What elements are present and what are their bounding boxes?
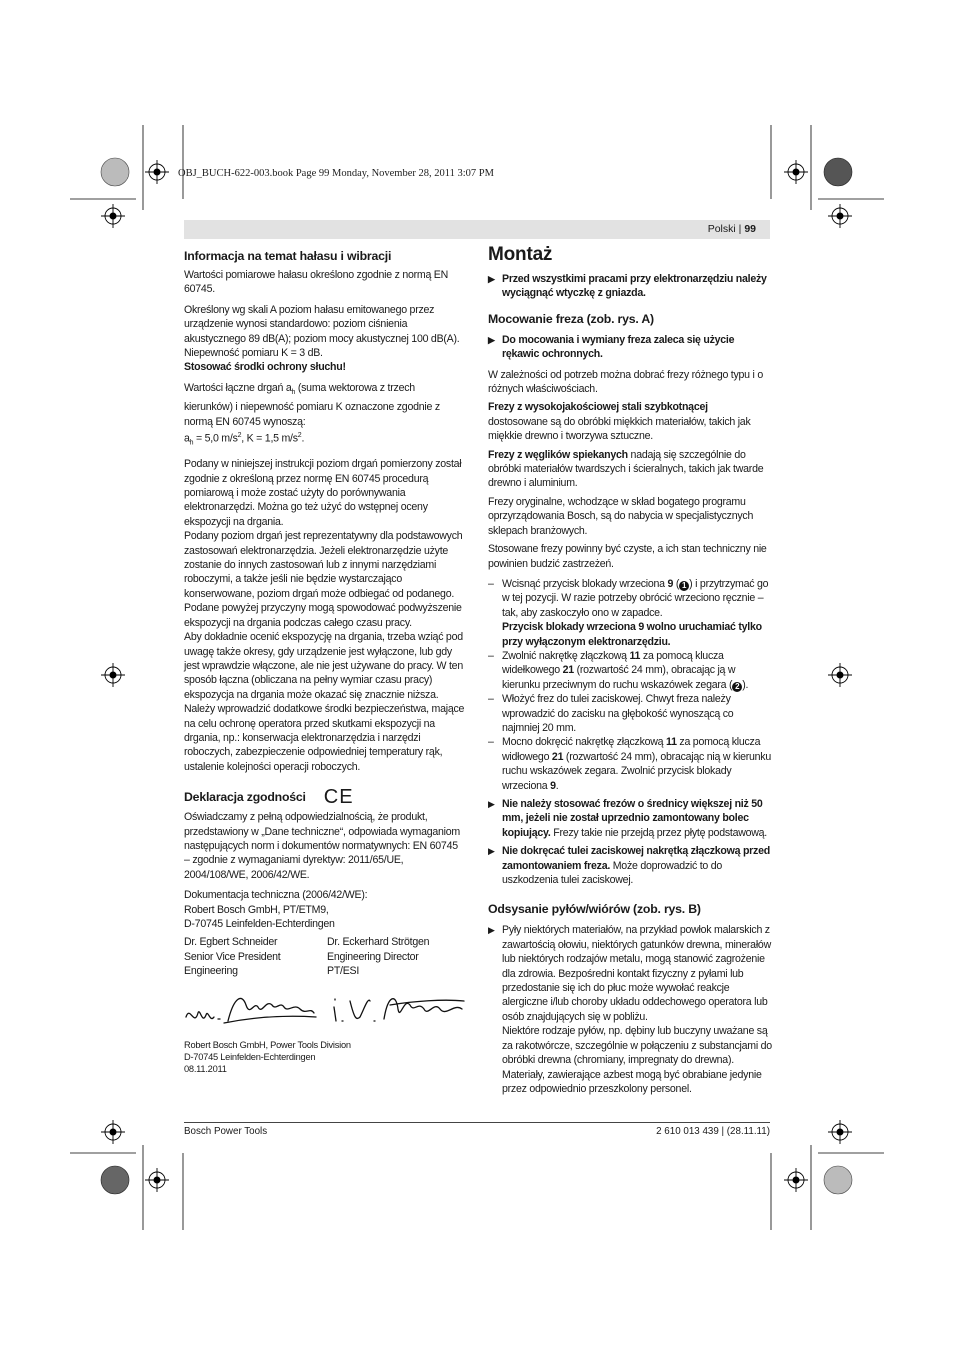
- vibration-paragraph-2: Podany w niniejszej instrukcji poziom drgań pomierzony został zgodnie z określoną przez normę EN 60745 procedurą pomiarową i może zostać użyty do porównywania elektronarzędzi. Można go też użyć do wstępnej oceny ekspozycji na drgania.: [184, 458, 462, 528]
- warning-bit-diameter: ▶ Nie należy stosować frezów o średnicy większej niż 50 mm, jeżeli nie został uprzednio zamontowany bolec kopiujący. Frezy takie nie przejdą przez płytę podstawową.: [488, 798, 767, 839]
- signatory-2-title-1: Engineering Director: [327, 950, 419, 963]
- declaration-title: Deklaracja zgodności: [184, 790, 306, 805]
- original-bits-paragraph: Frezy oryginalne, wchodzące w skład bogatego programu oprzyrządowania Bosch, są do nabycia w specjalistycznych sklepach branżowych.: [488, 495, 754, 537]
- signatory-1-name: Dr. Egbert Schneider: [184, 936, 278, 949]
- mounting-subtitle: Mocowanie freza (zob. rys. A): [488, 311, 654, 326]
- vibration-paragraph-1: Wartości łączne drgań $a_h$ (suma wektorowa z trzech kierunków) i niepewność pomiaru K oznaczone zgodnie z normą EN 60745 wynoszą:: [184, 381, 440, 428]
- circled-number-2-icon: 2: [732, 682, 742, 692]
- step-1: – Wcisnąć przycisk blokady wrzeciona 9 ( 1 ) i przytrzymać go w tej pozycji. W razie potrzeby obrócić wrzeciono ręcznie – tak, aby zaskoczyło ono w zapadce. Przycisk blokady wrzeciona 9 wolno uruchamiać tylko przy wyłączonym elektronarzędziu.: [488, 577, 772, 649]
- warning-unplug: ▶ Przed wszystkimi pracami przy elektronarzędziu należy wyciągnąć wtyczkę z gniazda.: [488, 273, 767, 300]
- page-header-bar: [184, 220, 770, 239]
- dust-warning: ▶ Pyły niektórych materiałów, na przykład powłok malarskich z zawartością ołowiu, niektórych gatunków drewna, minerałów lub niektórych rodzajów metalu, mogą stanowić zagrożenie dla zdrowia. Bezpośredni kontakt fizyczny z pyłami lub przedostanie się ich do płuc może wywołać reakcje alergiczne i/lub choroby układu oddechowego operatora lub osób znajdujących się w pobliżu. Niektóre rodzaje pyłów, np. dębiny lub buczyny uważane są za rakotwórcze, szczególnie w połączeniu z substancjami do obróbki drewna (chromiany, impregnaty do drewna). Materiały, zawierające azbest mogą być obrabiane jedynie przez odpowiednio przeszkolony personel.: [488, 924, 772, 1095]
- signatory-1-title-2: Engineering: [184, 965, 238, 978]
- signatory-2: [327, 935, 429, 978]
- vibration-paragraph-5: Należy wprowadzić dodatkowe środki bezpieczeństwa, mające na celu ochronę operatora przed skutkami ekspozycji na drgania, np.: konserwacja elektronarzędzia i narzędzi roboczych, zabezpieczenie odpowiedniej temperatury rąk, ustalenie kolejności operacji roboczych.: [184, 703, 465, 773]
- declaration-paragraph: Oświadczamy z pełną odpowiedzialnością, że produkt, przedstawiony w „Dane techniczne“, odpowiada wymaganiom następujących norm i dokumentów normatywnych: EN 60745 – zgodnie z wymaganiami dyrektyw: 2011/65/UE, 2004/108/WE, 2006/42/WE.: [184, 811, 460, 881]
- hss-bits-heading: Frezy z wysokojakościowej stali szybkotnącej: [488, 401, 708, 414]
- handwritten-signatures: [184, 987, 466, 1039]
- warning-collet: ▶ Nie dokręcać tulei zaciskowej nakrętką złączkową przed zamontowaniem freza. Może doprowadzić to do uszkodzenia tulei zaciskowej.: [488, 845, 770, 887]
- signatory-2-title-2: PT/ESI: [327, 965, 360, 978]
- print-header: OBJ_BUCH-622-003.book Page 99 Monday, November 28, 2011 3:07 PM: [178, 168, 494, 179]
- left-column: [184, 248, 466, 1075]
- address-line-1: Robert Bosch GmbH, Power Tools Division: [184, 1039, 351, 1050]
- header-page-number: 99: [744, 223, 756, 235]
- header-section: Polski: [707, 223, 736, 235]
- dash-marker: –: [488, 736, 494, 749]
- circled-number-1-icon: 1: [679, 581, 689, 591]
- tech-documentation-line-1: Dokumentacja techniczna (2006/42/WE):: [184, 889, 368, 902]
- signatory-1: [184, 935, 327, 978]
- right-column: [488, 244, 772, 1096]
- tech-documentation-line-3: D-70745 Leinfelden-Echterdingen: [184, 918, 335, 930]
- footer-left: Bosch Power Tools: [184, 1126, 268, 1137]
- noise-paragraph-2: Określony wg skali A poziom hałasu emitowanego przez urządzenie wynosi standardowo: poziom ciśnienia akustycznego 89 dB(A); poziom mocy akustycznej 100 dB(A). Niepewność pomiaru K = 3 dB.: [184, 303, 460, 360]
- signatory-1-title-1: Senior Vice President: [184, 950, 281, 963]
- bullet-triangle-icon: ▶: [488, 799, 495, 809]
- step-3: – Włożyć frez do tulei zaciskowej. Chwyt freza należy wprowadzić do zacisku na głębokość wynoszącą co najmniej 20 mm.: [488, 693, 734, 734]
- bullet-triangle-icon: ▶: [488, 846, 495, 857]
- bullet-triangle-icon: ▶: [488, 334, 495, 345]
- bullet-triangle-icon: ▶: [488, 925, 495, 936]
- warning-gloves: ▶ Do mocowania i wymiany freza zaleca się użycie rękawic ochronnych.: [488, 333, 735, 361]
- dust-extraction-subtitle: Odsysanie pyłów/wiórów (zob. rys. B): [488, 902, 701, 917]
- dash-marker: –: [488, 577, 494, 590]
- page-header-label: [708, 223, 756, 236]
- address-block: [184, 1039, 466, 1075]
- noise-section-title: Informacja na temat hałasu i wibracji: [184, 249, 392, 263]
- ce-mark: CE: [323, 786, 354, 809]
- signatory-2-name: Dr. Eckerhard Strötgen: [327, 936, 430, 949]
- vibration-paragraph-4: Aby dokładnie ocenić ekspozycję na drgania, trzeba wziąć pod uwagę także okresy, gdy urządzenie jest wyłączone, lub gdy jest wprawdzie włączone, ale nie jest używane do pracy. W ten sposób łączna (obliczana na pełny wymiar czasu pracy) ekspozycja na drgania może okazać się znacznie niższa.: [184, 631, 463, 701]
- noise-paragraph-1: Wartości pomiarowe hałasu określono zgodnie z normą EN 60745.: [184, 269, 449, 296]
- vibration-values: $a_h = 5,0$ $m/s^2$, K = 1,5 $m/s^2$.: [184, 432, 305, 447]
- footer-right: 2 610 013 439 | (28.11.11): [656, 1126, 770, 1137]
- section-title-montaz: Montaż: [488, 244, 553, 265]
- header-separator: |: [738, 223, 742, 235]
- noise-protection-warning: Stosować środki ochrony słuchu!: [184, 361, 346, 374]
- step-1-warning: Przycisk blokady wrzeciona 9 wolno uruchamiać tylko przy wyłączonym elektronarzędziu.: [502, 621, 762, 648]
- step-2: – Zwolnić nakrętkę złączkową 11 za pomocą klucza widełkowego 21 (rozwartość 24 mm), obracając ją w kierunku przeciwnym do ruchu wskazówek zegara ( 2 ).: [488, 649, 749, 691]
- hss-bits-text: dostosowane są do obróbki miękkich materiałów, takich jak miękkie drewno i tworzywa sztuczne.: [488, 415, 751, 443]
- declaration-date: 08.11.2011: [184, 1063, 227, 1074]
- tech-documentation-line-2: Robert Bosch GmbH, PT/ETM9,: [184, 903, 329, 916]
- address-line-2: D-70745 Leinfelden-Echterdingen: [184, 1051, 316, 1062]
- clean-bits-paragraph: Stosowane frezy powinny być czyste, a ich stan techniczny nie powinien budzić zastrzeżeń.: [488, 543, 767, 570]
- carbide-bits-paragraph: Frezy z węglików spiekanych nadają się szczególnie do obróbki materiałów twardszych i ścieralnych, takich jak twarde drewno i aluminium.: [488, 448, 764, 490]
- vibration-paragraph-3: Podany poziom drgań jest reprezentatywny dla podstawowych zastosowań elektronarzędzia. Jeżeli elektronarzędzie użyte zostanie do innych zastosowań lub z innymi narzędziami roboczymi, a także jeśli nie będzie wystarczająco konserwowane, poziom drgań może odbiegać od podanego. Podane powyżej przyczyny mogą spowodować podwyższenie ekspozycji na drgania podczas całego czasu pracy.: [184, 530, 463, 629]
- footer-rule: [184, 1122, 770, 1123]
- dash-marker: –: [488, 693, 494, 706]
- bits-intro-paragraph: W zależności od potrzeb można dobrać frezy różnego typu i o różnych właściwościach.: [488, 368, 763, 396]
- declaration-heading: [184, 786, 466, 809]
- signatories: [184, 935, 466, 978]
- dash-marker: –: [488, 649, 494, 662]
- bullet-triangle-icon: ▶: [488, 274, 495, 284]
- step-4: – Mocno dokręcić nakrętkę złączkową 11 za pomocą klucza widłowego 21 (rozwartość 24 mm), obracając nią w kierunku ruchu wskazówek zegara. Zwolnić przycisk blokady wrzeciona 9.: [488, 736, 771, 792]
